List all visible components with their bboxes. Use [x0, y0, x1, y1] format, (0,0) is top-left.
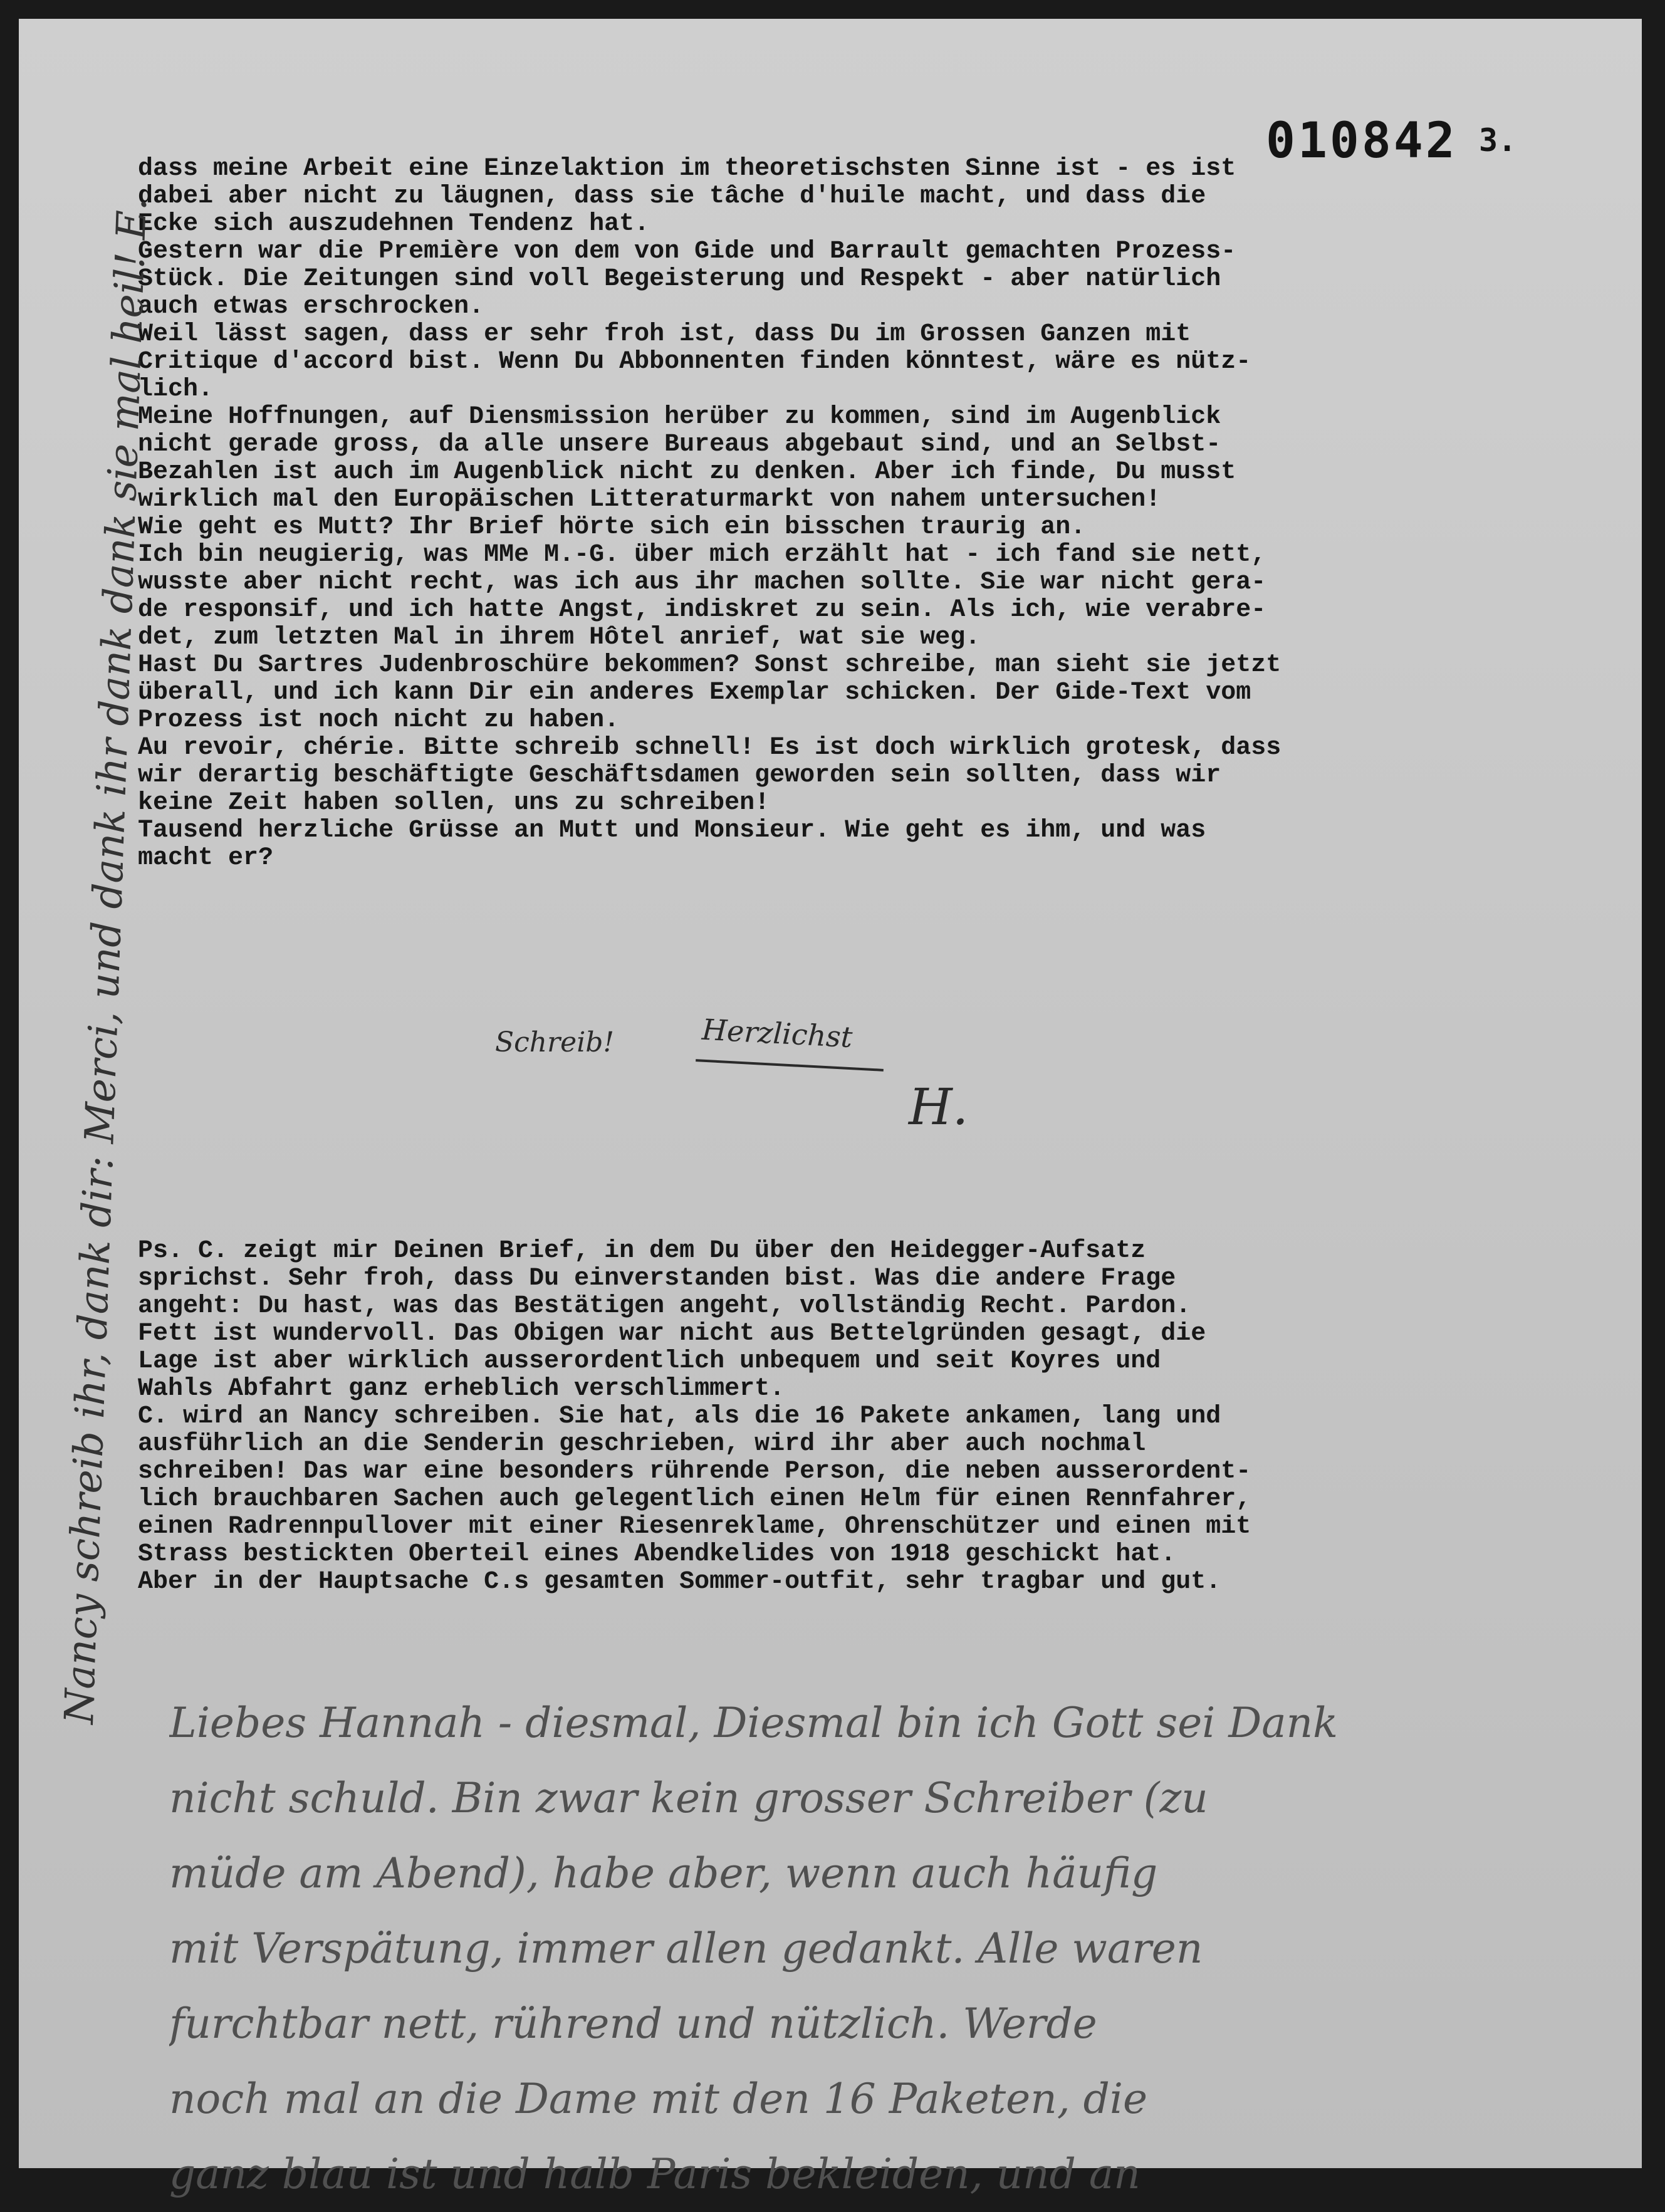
text-line: überall, und ich kann Dir ein anderes Exemplar schicken. Der Gide-Text vom — [138, 679, 1251, 707]
text-line: macht er? — [138, 845, 274, 872]
handwritten-line: noch mal an die Dame mit den 16 Paketen, die — [169, 2075, 1148, 2123]
text-line: det, zum letzten Mal in ihrem Hôtel anrief, wat sie weg. — [138, 624, 981, 652]
closing-underline — [696, 1059, 884, 1072]
page-number: 3. — [1479, 122, 1517, 159]
document-number: 010842 — [1266, 113, 1458, 169]
text-line: Aber in der Hauptsache C.s gesamten Sommer-outfit, sehr tragbar und gut. — [138, 1568, 1221, 1596]
margin-handwritten-note: Nancy schreib ihr, dank dir: Merci, und dank ihr dank dank sie mal heil! E. — [56, 197, 157, 1725]
handwritten-line: ganz blau ist und halb Paris bekleiden, und an — [169, 2150, 1140, 2198]
text-line: Wahls Abfahrt ganz erheblich verschlimmert. — [138, 1375, 785, 1403]
text-line: Critique d'accord bist. Wenn Du Abbonnenten finden könntest, wäre es nütz- — [138, 348, 1251, 376]
text-line: keine Zeit haben sollen, uns zu schreiben! — [138, 790, 770, 817]
text-line: Ich bin neugierig, was MMe M.-G. über mich erzählt hat - ich fand sie nett, — [138, 541, 1266, 569]
text-line: C. wird an Nancy schreiben. Sie hat, als die 16 Pakete ankamen, lang und — [138, 1403, 1221, 1431]
handwritten-line: müde am Abend), habe aber, wenn auch häufig — [169, 1849, 1158, 1897]
text-line: Au revoir, chérie. Bitte schreib schnell! Es ist doch wirklich grotesk, dass — [138, 734, 1281, 762]
text-line: Prozess ist noch nicht zu haben. — [138, 707, 620, 734]
handwritten-line: nicht schuld. Bin zwar kein grosser Schreiber (zu — [169, 1774, 1208, 1822]
text-line: Hast Du Sartres Judenbroschüre bekommen? Sonst schreibe, man sieht sie jetzt — [138, 652, 1281, 679]
text-line: Weil lässt sagen, dass er sehr froh ist, dass Du im Grossen Ganzen mit — [138, 321, 1191, 348]
text-line: Tausend herzliche Grüsse an Mutt und Monsieur. Wie geht es ihm, und was — [138, 817, 1206, 845]
text-line: nicht gerade gross, da alle unsere Bureaus abgebaut sind, und an Selbst- — [138, 431, 1221, 459]
text-line: Meine Hoffnungen, auf Diensmission herüber zu kommen, sind im Augenblick — [138, 404, 1221, 431]
typed-postscript — [138, 1238, 1560, 1596]
handwritten-line: Liebes Hannah - diesmal, Diesmal bin ich Gott sei Dank — [169, 1699, 1339, 1747]
text-line: schreiben! Das war eine besonders rührende Person, die neben ausserordent- — [138, 1458, 1251, 1486]
text-line: ausführlich an die Senderin geschrieben, wird ihr aber auch nochmal — [138, 1431, 1146, 1458]
text-line: de responsif, und ich hatte Angst, indiskret zu sein. Als ich, wie verabre- — [138, 597, 1266, 624]
text-line: Fett ist wundervoll. Das Obigen war nicht aus Bettelgründen gesagt, die — [138, 1320, 1206, 1348]
text-line: einen Radrennpullover mit einer Riesenreklame, Ohrenschützer und einen mit — [138, 1513, 1251, 1541]
letter-page — [19, 19, 1642, 2198]
text-line: Bezahlen ist auch im Augenblick nicht zu denken. Aber ich finde, Du musst — [138, 459, 1236, 486]
text-line: Ps. C. zeigt mir Deinen Brief, in dem Du über den Heidegger-Aufsatz — [138, 1238, 1146, 1265]
signature: H. — [909, 1078, 969, 1136]
text-line: Lage ist aber wirklich ausserordentlich unbequem und seit Koyres und — [138, 1348, 1161, 1375]
handwritten-line: furchtbar nett, rührend und nützlich. Werde — [169, 2000, 1097, 2048]
typed-letter-body — [138, 155, 1560, 872]
text-line: Gestern war die Première von dem von Gide und Barrault gemachten Prozess- — [138, 238, 1236, 266]
text-line: wusste aber nicht recht, was ich aus ihr machen sollte. Sie war nicht gera- — [138, 569, 1266, 597]
text-line: auch etwas erschrocken. — [138, 293, 484, 321]
text-line: wirklich mal den Europäischen Litteraturmarkt von nahem untersuchen! — [138, 486, 1161, 514]
closing-schreib: Schreib! — [495, 1026, 615, 1058]
text-line: Strass bestickten Oberteil eines Abendkelides von 1918 geschickt hat. — [138, 1541, 1176, 1568]
handwritten-note — [169, 1686, 1610, 2212]
text-line: dass meine Arbeit eine Einzelaktion im theoretischsten Sinne ist - es ist — [138, 155, 1236, 183]
text-line: dabei aber nicht zu läugnen, dass sie tâche d'huile macht, und dass die — [138, 183, 1206, 211]
text-line: Ecke sich auszudehnen Tendenz hat. — [138, 211, 650, 238]
text-line: Wie geht es Mutt? Ihr Brief hörte sich ein bisschen traurig an. — [138, 514, 1086, 541]
text-line: sprichst. Sehr froh, dass Du einverstanden bist. Was die andere Frage — [138, 1265, 1176, 1293]
text-line: lich. — [138, 376, 214, 404]
handwritten-line: mit Verspätung, immer allen gedankt. Alle waren — [169, 1924, 1203, 1973]
text-line: lich brauchbaren Sachen auch gelegentlich einen Helm für einen Rennfahrer, — [138, 1486, 1251, 1513]
text-line: wir derartig beschäftigte Geschäftsdamen geworden sein sollten, dass wir — [138, 762, 1221, 790]
closing-herzlichst: Herzlichst — [701, 1012, 853, 1055]
text-line: Stück. Die Zeitungen sind voll Begeisterung und Respekt - aber natürlich — [138, 266, 1221, 293]
text-line: angeht: Du hast, was das Bestätigen angeht, vollständig Recht. Pardon. — [138, 1293, 1191, 1320]
